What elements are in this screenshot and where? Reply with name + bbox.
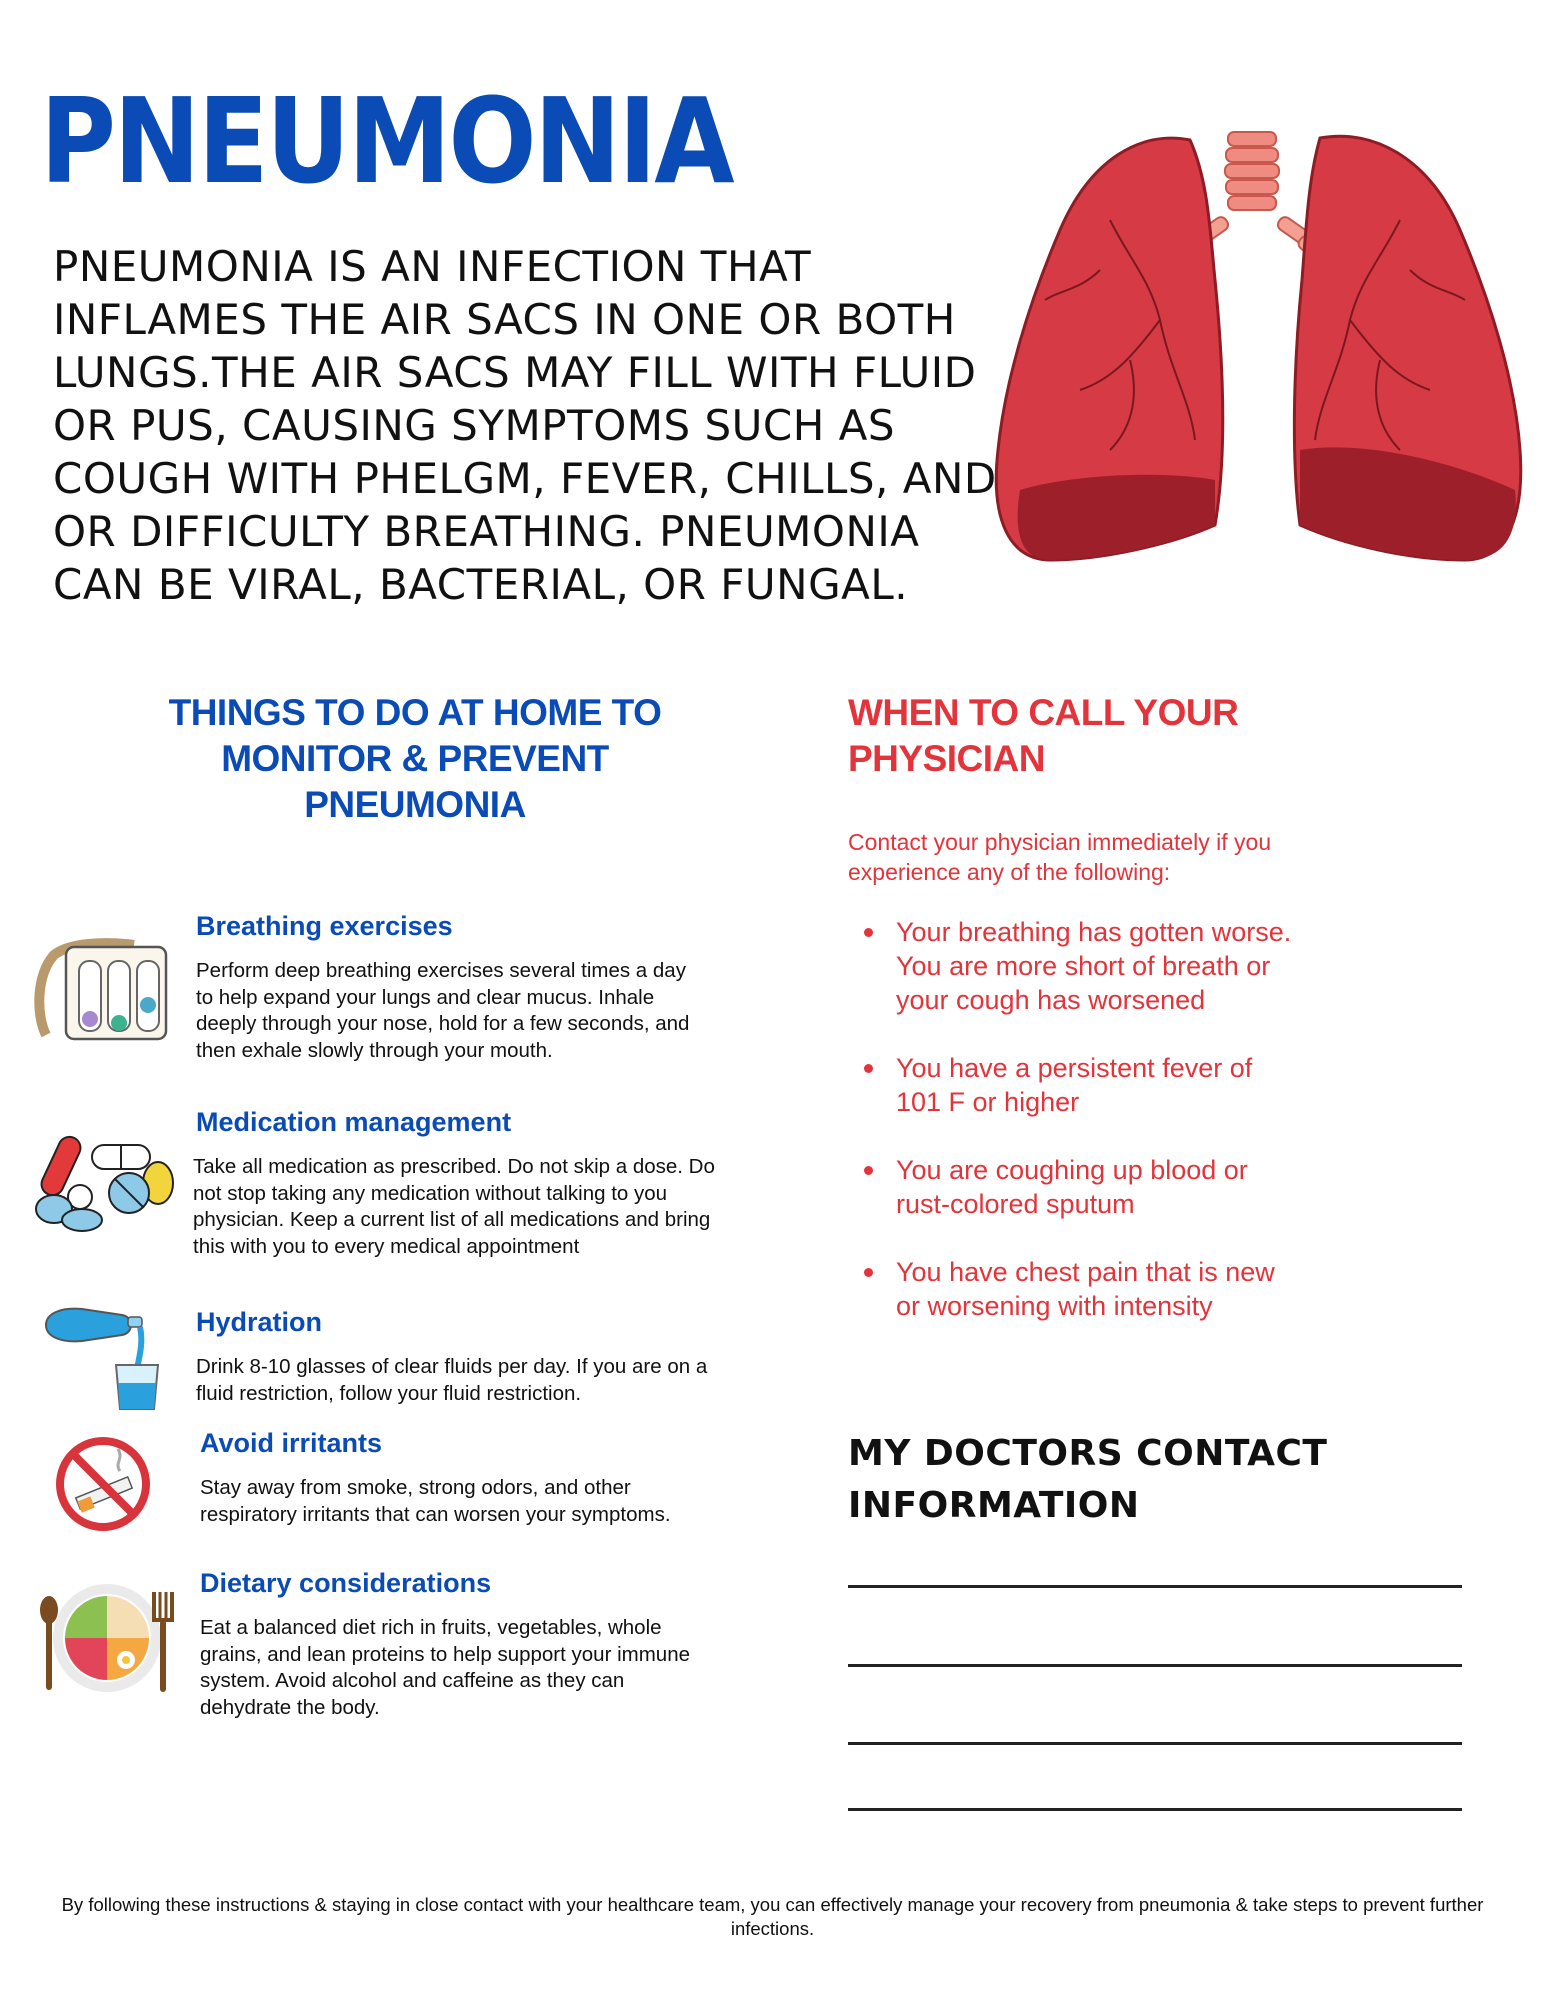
tip-hydration [196,1306,716,1407]
tip-title: Hydration [196,1307,323,1337]
no-smoking-icon [54,1435,152,1533]
call-physician-intro: Contact your physician immediately if you experience any of the following: [848,829,1272,885]
call-physician-heading: WHEN TO CALL YOUR PHYSICIAN [848,692,1239,779]
bullet-icon [864,1166,873,1175]
list-item [848,1051,1298,1119]
page-title: PNEUMONIA [40,72,733,210]
tip-title: Breathing exercises [196,911,453,941]
bullet-icon [864,928,873,937]
intro-text: PNEUMONIA IS AN INFECTION THAT INFLAMES THE AIR SACS IN ONE OR BOTH LUNGS.THE AIR SACS MAY FILL WITH FLUID OR PUS, CAUSING SYMPTOMS SUCH AS COUGH WITH PHELGM, FEVER, CHILLS, AND OR DIFFICULTY BREATHING. PNEUMONIA CAN BE VIRAL, BACTERIAL, OR FUNGAL. [53,242,997,609]
tip-irritants [200,1427,730,1528]
tip-title: Medication management [196,1107,512,1137]
contact-blank-line[interactable] [848,1808,1462,1811]
water-glass-icon [42,1305,162,1415]
tip-text: Drink 8-10 glasses of clear fluids per day. If you are on a fluid restriction, follow your fluid restriction. [196,1355,708,1405]
tip-text: Perform deep breathing exercises several times a day to help expand your lungs and clear mucus. Inhale deeply through your nose, hold for a few seconds, and then exhale slowly through your mouth. [196,959,690,1062]
home-care-heading: THINGS TO DO AT HOME TO MONITOR & PREVENT PNEUMONIA [168,692,662,825]
tip-text: Eat a balanced diet rich in fruits, vegetables, whole grains, and lean proteins to help support your immune system. Avoid alcohol and caffeine as they can dehydrate the body. [200,1616,691,1719]
list-item [848,915,1298,1017]
list-item-text: You have chest pain that is new or worsening with intensity [896,1257,1275,1321]
tip-medication [193,1106,723,1260]
contact-blank-line[interactable] [848,1585,1462,1588]
contact-blank-line[interactable] [848,1742,1462,1745]
contact-blank-line[interactable] [848,1664,1462,1667]
tip-text: Take all medication as prescribed. Do not skip a dose. Do not stop taking any medication without talking to you physician. Keep a current list of all medications and bring this with you to every medical appointment [193,1155,715,1258]
pills-icon [32,1125,180,1235]
warning-signs-list [848,915,1298,1357]
tip-title: Avoid irritants [200,1428,383,1458]
list-item-text: Your breathing has gotten worse. You are more short of breath or your cough has worsened [896,917,1292,1015]
list-item [848,1153,1298,1221]
food-plate-icon [40,1580,174,1696]
list-item-text: You are coughing up blood or rust-colored sputum [896,1155,1248,1219]
list-item-text: You have a persistent fever of 101 F or higher [896,1053,1253,1117]
incentive-spirometer-icon [34,935,172,1045]
tip-diet [200,1567,720,1721]
bullet-icon [864,1268,873,1277]
doctor-contact-heading: MY DOCTORS CONTACT INFORMATION [848,1433,1328,1526]
tip-breathing [196,910,696,1064]
bullet-icon [864,1064,873,1073]
list-item [848,1255,1298,1323]
lungs-illustration [990,120,1525,600]
tip-text: Stay away from smoke, strong odors, and other respiratory irritants that can worsen your symptoms. [200,1476,671,1526]
footer-note: By following these instructions & staying in close contact with your healthcare team, you can effectively manage your recovery from pneumonia & take steps to prevent further infections. [61,1894,1484,1939]
tip-title: Dietary considerations [200,1568,492,1598]
